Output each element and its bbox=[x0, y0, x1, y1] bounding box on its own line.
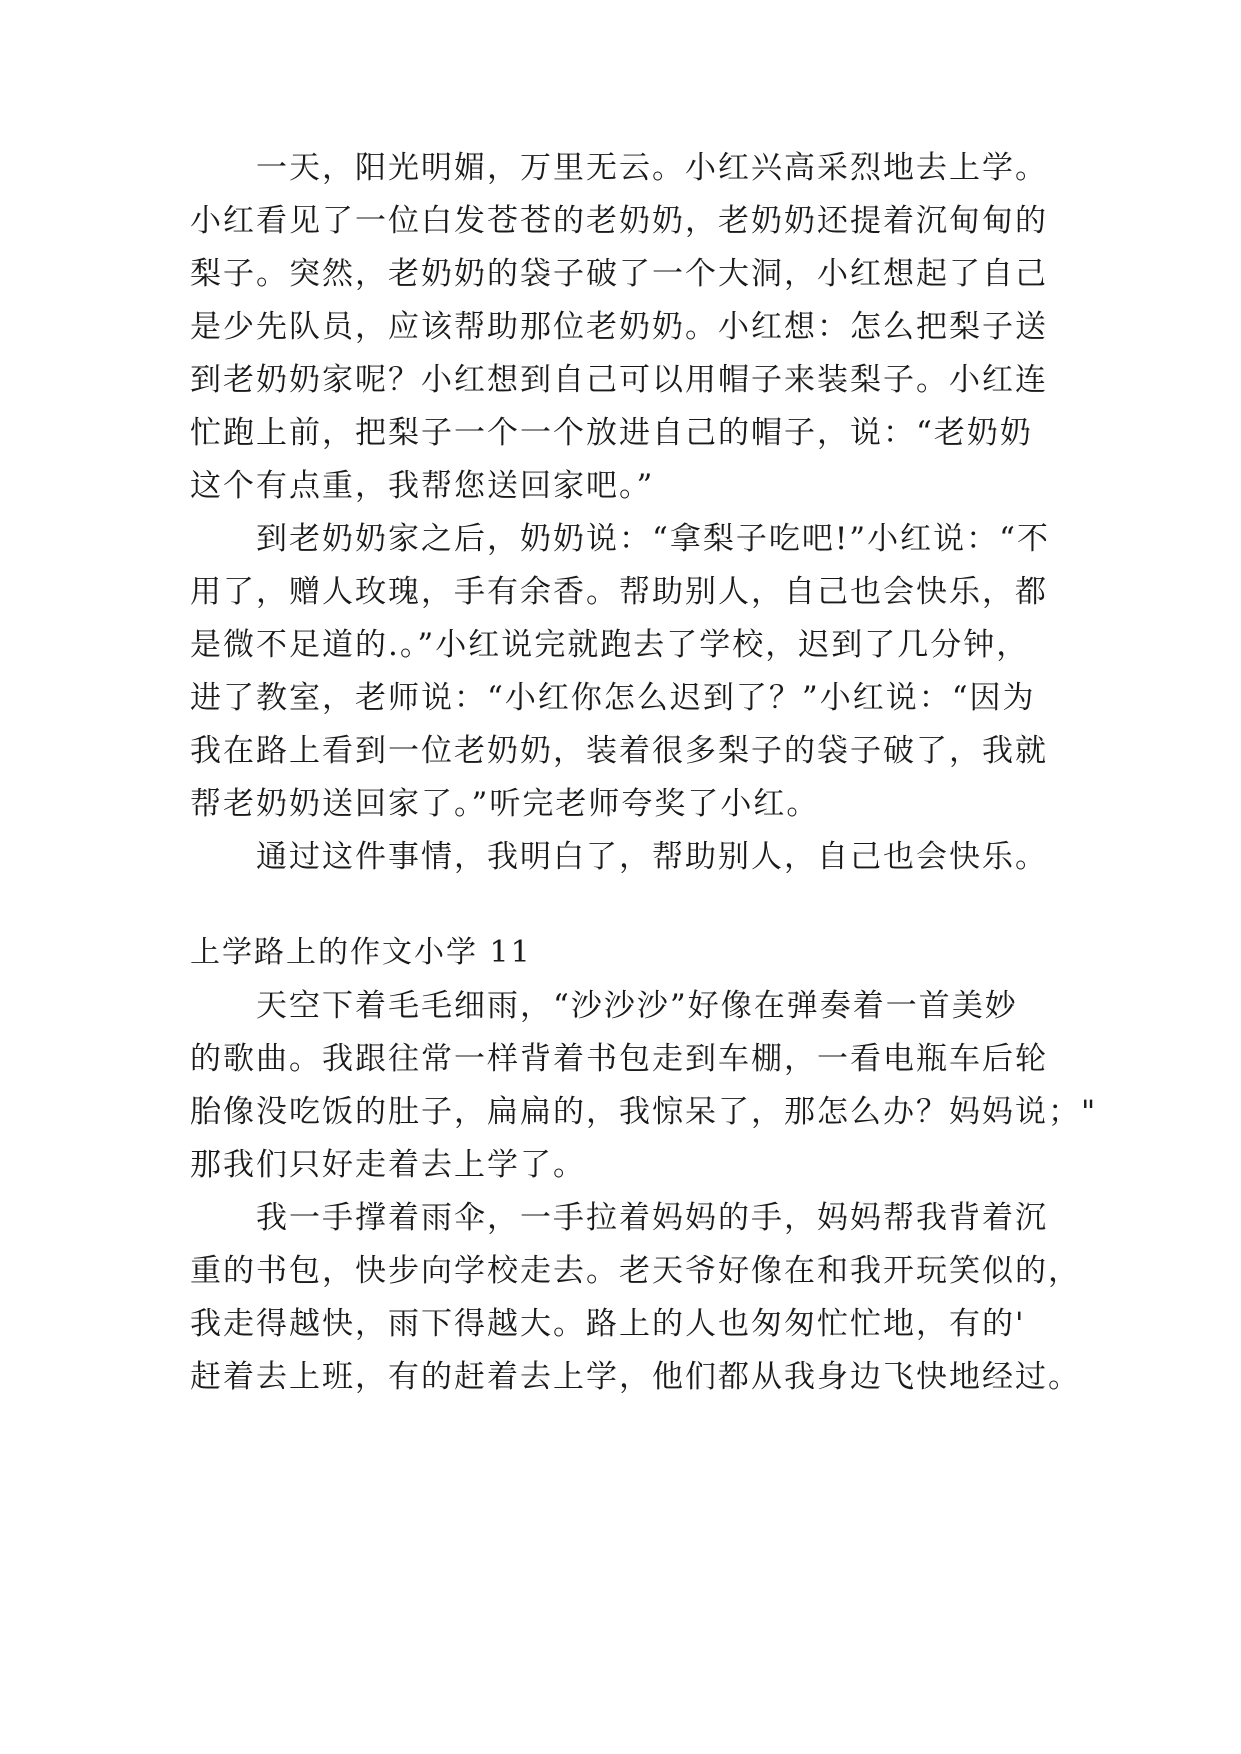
paragraph-line: 重的书包，快步向学校走去。老天爷好像在和我开玩笑似的， bbox=[190, 1253, 1081, 1289]
paragraph-line: 帮老奶奶送回家了。”听完老师夸奖了小红。 bbox=[190, 786, 820, 822]
paragraph-line: 梨子。突然，老奶奶的袋子破了一个大洞，小红想起了自己 bbox=[190, 256, 1048, 292]
paragraph-line: 我一手撑着雨伞，一手拉着妈妈的手，妈妈帮我背着沉 bbox=[256, 1200, 1048, 1236]
paragraph-line: 是微不足道的.。”小红说完就跑去了学校，迟到了几分钟， bbox=[190, 627, 1030, 663]
paragraph-line: 用了，赠人玫瑰，手有余香。帮助别人，自己也会快乐，都 bbox=[190, 574, 1048, 610]
paragraph-line: 的歌曲。我跟往常一样背着书包走到车棚，一看电瓶车后轮 bbox=[190, 1041, 1048, 1077]
paragraph-line: 进了教室，老师说：“小红你怎么迟到了？”小红说：“因为 bbox=[190, 680, 1036, 716]
paragraph-line: 到老奶奶家之后，奶奶说：“拿梨子吃吧!”小红说：“不 bbox=[256, 521, 1050, 557]
section-title: 上学路上的作文小学 11 bbox=[190, 935, 532, 970]
paragraph-line: 忙跑上前，把梨子一个一个放进自己的帽子，说：“老奶奶 bbox=[190, 415, 1033, 451]
paragraph-line: 赶着去上班，有的赶着去上学，他们都从我身边飞快地经过。 bbox=[190, 1359, 1081, 1395]
paragraph-line: 这个有点重，我帮您送回家吧。” bbox=[190, 468, 655, 504]
paragraph-line: 到老奶奶家呢？小红想到自己可以用帽子来装梨子。小红连 bbox=[190, 362, 1048, 398]
paragraph-line: 通过这件事情，我明白了，帮助别人，自己也会快乐。 bbox=[256, 839, 1048, 875]
paragraph-line: 一天，阳光明媚，万里无云。小红兴高采烈地去上学。 bbox=[256, 150, 1048, 186]
paragraph-line: 我走得越快，雨下得越大。路上的人也匆匆忙忙地，有的' bbox=[190, 1306, 1026, 1342]
paragraph-line: 天空下着毛毛细雨，“沙沙沙”好像在弹奏着一首美妙 bbox=[256, 988, 1018, 1024]
paragraph-line: 是少先队员，应该帮助那位老奶奶。小红想：怎么把梨子送 bbox=[190, 309, 1048, 345]
paragraph-line: 小红看见了一位白发苍苍的老奶奶，老奶奶还提着沉甸甸的 bbox=[190, 203, 1048, 239]
paragraph-line: 我在路上看到一位老奶奶，装着很多梨子的袋子破了，我就 bbox=[190, 733, 1048, 769]
paragraph-line: 那我们只好走着去上学了。 bbox=[190, 1147, 586, 1183]
paragraph-line: 胎像没吃饭的肚子，扁扁的，我惊呆了，那怎么办？妈妈说；" bbox=[190, 1094, 1098, 1130]
